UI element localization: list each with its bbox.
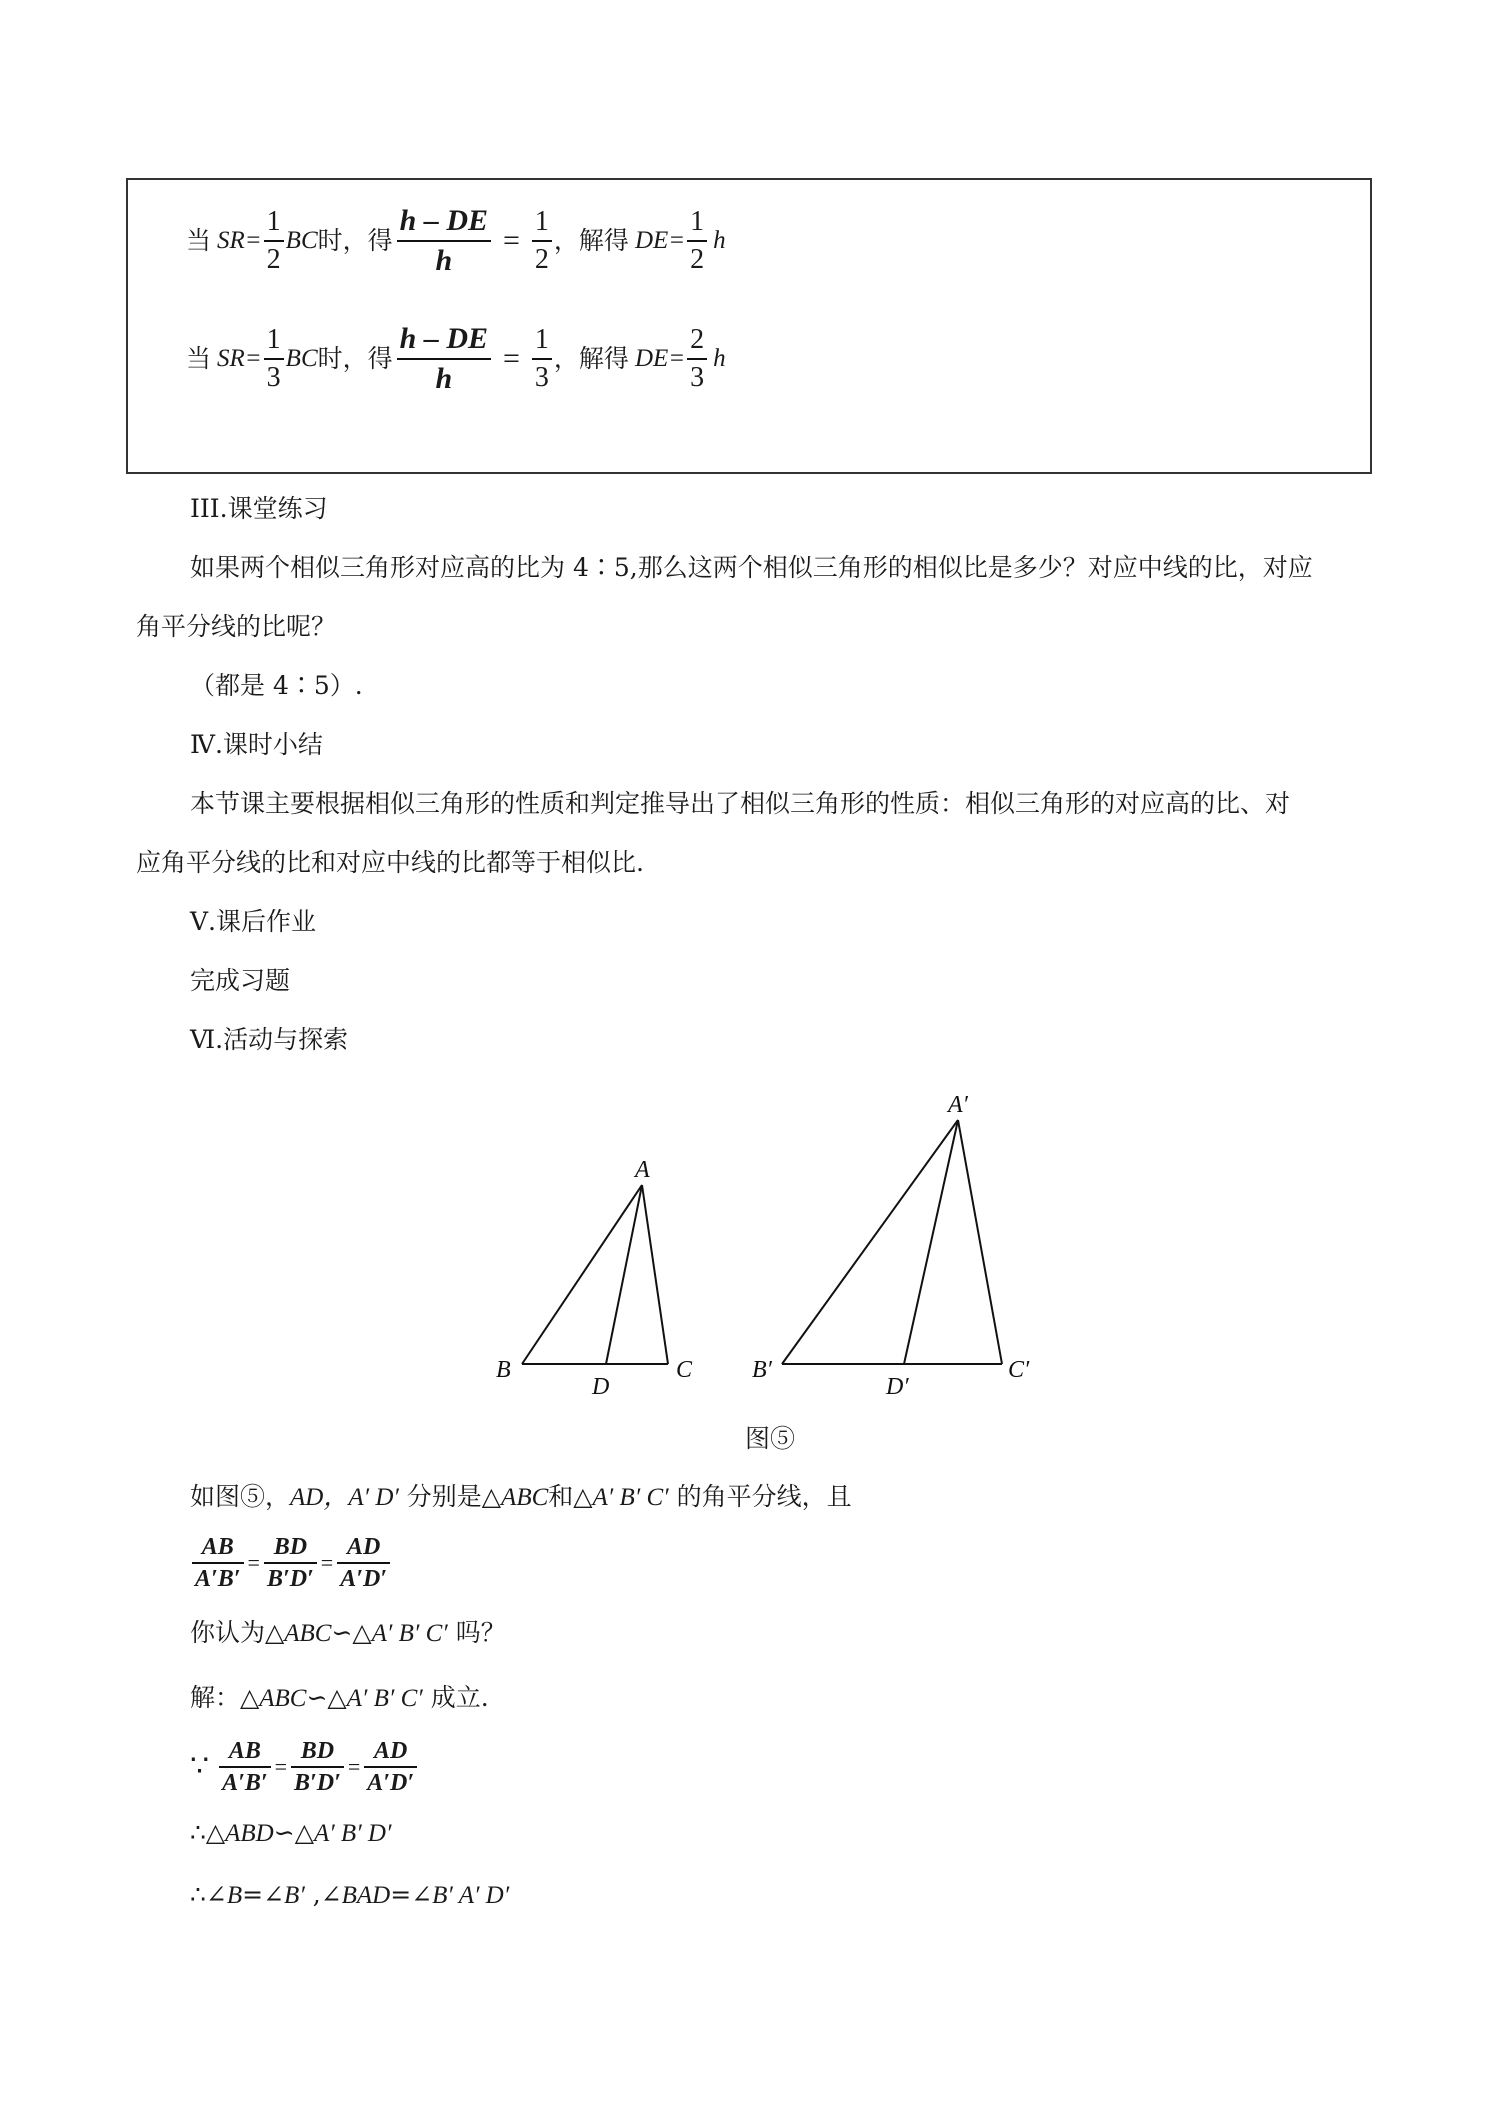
label-d-prime: D′ <box>886 1374 909 1400</box>
fraction: $\frac{AB}{A'B'}$ <box>192 1532 244 1594</box>
therefore-line-1: ∴△ABD∽△A′ B′ D′ <box>190 1818 392 1847</box>
problem-question: 你认为△ABC∽△A′ B′ C′ 吗？ <box>190 1618 506 1647</box>
section-4-line-2: 应角平分线的比和对应中线的比都等于相似比. <box>136 848 644 877</box>
label-b-prime: B′ <box>752 1357 772 1383</box>
fraction: $\frac{BD}{B'D'}$ <box>264 1532 317 1594</box>
fraction: $\frac{AB}{A'B'}$ <box>219 1736 271 1798</box>
triangle-abc <box>522 1185 668 1364</box>
section-5-title: Ⅴ.课后作业 <box>190 907 317 936</box>
derivation-line-1: 当 SR= $\frac{1}{2}$ BC 时，得 $\frac{h - DE}{h}$ = $\frac{1}{2}$ ，解得 DE= $\frac{1}{2}$ h <box>186 196 726 286</box>
section-4-line-1: 本节课主要根据相似三角形的性质和判定推导出了相似三角形的性质：相似三角形的对应高的比、对 <box>190 789 1291 818</box>
figure-caption: 图⑤ <box>745 1424 796 1453</box>
section-4-title: Ⅳ.课时小结 <box>190 730 323 759</box>
fraction: $\frac{h - DE}{h}$ <box>397 320 491 398</box>
section-3-question-line-2: 角平分线的比呢？ <box>136 612 337 641</box>
label-b: B <box>496 1357 511 1383</box>
fraction: $\frac{1}{2}$ <box>687 204 707 278</box>
label-a: A <box>635 1157 650 1183</box>
fraction: $\frac{1}{2}$ <box>532 204 552 278</box>
therefore-line-2: ∴∠B=∠B′ ,∠BAD=∠B′ A′ D′ <box>190 1880 510 1909</box>
fraction: $\frac{h - DE}{h}$ <box>397 202 491 280</box>
because-ratio-equation: ∵ $\frac{AB}{A'B'}$ = $\frac{BD}{B'D'}$ = $\frac{AD}{A'D'}$ <box>190 1736 419 1798</box>
label-c: C <box>676 1357 693 1383</box>
fraction: $\frac{AD}{A'D'}$ <box>337 1532 390 1594</box>
fraction: $\frac{BD}{B'D'}$ <box>291 1736 344 1798</box>
section-3-answer: （都是 4∶5）. <box>190 671 363 700</box>
triangle-abc-prime <box>782 1120 1002 1364</box>
fraction: $\frac{1}{3}$ <box>532 322 552 396</box>
fraction: $\frac{1}{2}$ <box>264 204 284 278</box>
label-c-prime: C′ <box>1008 1357 1030 1383</box>
fraction: $\frac{AD}{A'D'}$ <box>364 1736 417 1798</box>
label-a-prime: A′ <box>948 1092 968 1118</box>
solution-line: 解：△ABC∽△A′ B′ C′ 成立. <box>190 1683 489 1712</box>
fraction: $\frac{1}{3}$ <box>264 322 284 396</box>
derivation-line-2: 当 SR= $\frac{1}{3}$ BC 时，得 $\frac{h - DE}{h}$ = $\frac{1}{3}$ ，解得 DE= $\frac{2}{3}$ h <box>186 314 726 404</box>
triangles-figure <box>480 1080 1040 1410</box>
section-6-title: Ⅵ.活动与探索 <box>190 1025 349 1054</box>
problem-intro: 如图⑤，AD，A′ D′ 分别是△ABC和△A′ B′ C′ 的角平分线，且 <box>190 1482 852 1511</box>
section-3-title: III.课堂练习 <box>190 494 328 523</box>
given-ratio-equation: $\frac{AB}{A'B'}$ = $\frac{BD}{B'D'}$ = $\frac{AD}{A'D'}$ <box>190 1532 392 1594</box>
section-5-body: 完成习题 <box>190 966 291 995</box>
section-3-question-line-1: 如果两个相似三角形对应高的比为 4∶5,那么这两个相似三角形的相似比是多少？对应中线的比，对应 <box>190 553 1313 582</box>
side-ac-prime <box>958 1120 1002 1364</box>
fraction: $\frac{2}{3}$ <box>687 322 707 396</box>
side-ac <box>642 1185 668 1364</box>
label-d: D <box>592 1374 610 1400</box>
